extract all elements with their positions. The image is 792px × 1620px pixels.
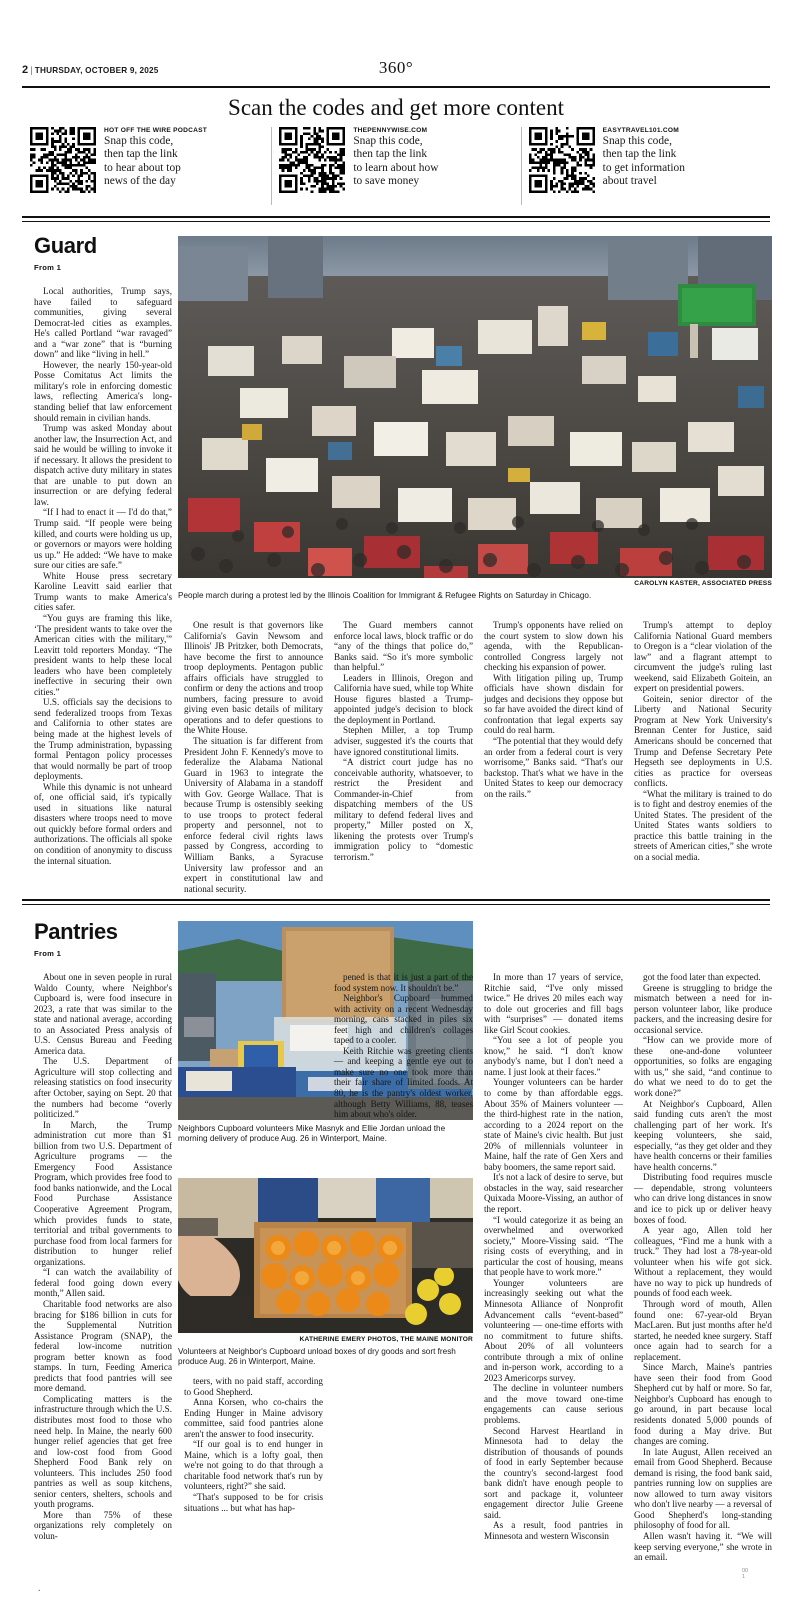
page-footer-mark [742,1568,748,1580]
article-paragraph: Keith Ritchie was greeting clients — and keeping a gentle eye out to make sure no one took more than their fair share of limited foods. At 80, he is the pantry's oldest worker, although Betty Williams, 88, teases him about who's older. [334,1045,473,1120]
qr-promo-card[interactable] [22,127,271,209]
guard-jumpline: From 1 [34,263,62,272]
article-paragraph: Greene is struggling to bridge the mismatch between a need for in-person volunteer labor, like produce packers, and the increasing desire for occasional service. [634,982,772,1035]
qr-code-icon[interactable] [279,127,345,209]
qr-promo-line: to learn about how [353,161,439,174]
qr-promo-line: to hear about top [104,161,181,174]
article-paragraph: Local authorities, Trump says, have failed to safeguard communities, giving several Democrat-led cities as examples. He's called Portland “war ravaged” and a “war zone” that is “burning down” and like “living in hell.” [34,286,172,360]
folio-separator: | [30,65,33,76]
qr-promo-line: about travel [602,175,657,188]
guard-photo-credit-pub: ASSOCIATED PRESS [701,580,772,587]
guard-article-header [34,234,164,272]
guard-section-rule [22,899,770,905]
masthead [22,58,770,84]
pantries-photo-2-credit: KATHERINE EMERY PHOTOS, THE MAINE MONITOR [299,1336,473,1343]
article-paragraph: One result is that governors like California's Gavin Newsom and Illinois' JB Pritzker, both Democrats, have become the first to announce troop deployments. Pentagon public affairs officials have struggled to confirm or deny the actions and troop numbers, facing pressure to avoid giving even basic details of military operations and to defer questions to the White House. [184,620,323,736]
article-paragraph: The Guard members cannot enforce local laws, block traffic or do “any of the things that police do,” Banks said. “So it's more symbolic than helpful.” [334,620,473,673]
qr-promo-line: then tap the link [104,148,178,161]
article-paragraph: More than 75% of these organizations rely completely on volun- [34,1509,172,1541]
qr-code-icon[interactable] [30,127,96,209]
article-paragraph: About one in seven people in rural Waldo County, where Neighbor's Cupboard is, were food insecure in 2023, a rate that was similar to the state and national average, according to an Associated Press analysis of U.S. Census Bureau and Feeding America data. [34,972,172,1056]
qr-promo-line: Snap this code, [602,135,672,147]
pantries-photo-2-credit-author: KATHERINE EMERY PHOTOS [299,1336,397,1343]
article-paragraph: “The potential that they would defy an order from a federal court is very worrisome,” Banks said. “That's our backstop. That's what we have in the United States to keep our democracy on the rails.” [484,736,623,799]
article-paragraph: Allen wasn't having it. “We will keep serving everyone,” she wrote in an email. [634,1530,772,1563]
guard-headline: Guard [34,233,97,258]
pantries-photo-1-caption: Neighbors Cupboard volunteers Mike Masnyk and Ellie Jordan unload the morning delivery of produce Aug. 26 in Winterport, Maine. [178,1124,446,1144]
article-paragraph: Stephen Miller, a top Trump adviser, suggested it's the courts that have ignored constitutional limits. [334,725,473,757]
pantries-column-4 [634,972,772,1563]
article-paragraph: In March, the Trump administration cut more than $1 billion from two U.S. Department of Agriculture programs — the Emergency Food Assistance Program, which provides free food to food banks nationwide, and the Local Food Purchase Assistance Cooperative Agreement Program, which provides funds to state, territorial and tribal governments to purchase food from local farmers for distribution to hunger relief organizations. [34,1119,172,1267]
article-paragraph: pened is that it is just a part of the food system now. It shouldn't be.” [334,972,473,993]
article-paragraph: “How can we provide more of these one-and-done volunteer opportunities, so folks are engaging with us,” she said, “and continue to do what we need to do to get the work done?” [634,1035,772,1099]
article-paragraph: Younger volunteers are increasingly seeking out what the Minnesota Alliance of Nonprofit Advancement calls “event-based” volunteering — one-time efforts with no commitment to future shifts. About 20% of all volunteers contribute through a mix of online and in-person work, according to a 2023 Americorps survey. [484,1277,623,1383]
article-paragraph: Neighbor's Cupboard hummed with activity on a recent Wednesday morning, cans stacked in piles six feet high and children's collages taped to a cooler. [334,993,473,1046]
article-paragraph: Trump's opponents have relied on the court system to slow down his agenda, with the Republican-controlled Congress largely not checking his expansion of power. [484,620,623,673]
article-paragraph: “A district court judge has no conceivable authority, whatsoever, to restrict the President and Commander-in-Chief from dispatching members of the US military to defend federal lives and property,” Miller posted on X, likening the protests over Trump's immigration policy to “domestic terrorism.” [334,757,473,863]
qr-promo-line: news of the day [104,175,176,188]
pantries-headline: Pantries [34,919,118,944]
article-paragraph: “You guys are framing this like, ‘The president wants to take over the American cities with the military,'” Leavitt told reporters Monday. “The president wants to help these local leaders who have been completely ineffective in securing their own cities.” [34,612,172,697]
article-paragraph: In late August, Allen received an email from Good Shepherd. Because demand is rising, the food bank said, pantries running low on supplies are now allowed to turn away visitors who don't live nearby — a reversal of Good Shepherd's long-standing philosophy of food for all. [634,1446,772,1531]
guard-photo-credit: CAROLYN KASTER, ASSOCIATED PRESS [634,580,772,587]
qr-promo-card[interactable] [271,127,520,209]
qr-promo-kicker: THEPENNYWISE.COM [353,127,428,134]
article-paragraph: “If our goal is to end hunger in Maine, which is a lofty goal, then we're not going to do that through a charitable food network that's run by volunteers, right?” she said. [184,1439,323,1492]
article-paragraph: Since March, Maine's pantries have seen their food from Good Shepherd cut by half or more. So far, Neighbor's Cupboard has enough to go around, in part because local residents donated 5,000 pounds of food during a May drive. But changes are coming. [634,1362,772,1447]
footer-line-1: 00 [742,1568,749,1574]
pantries-article-header [34,920,174,958]
guard-column-5 [634,620,772,863]
article-paragraph: “I can watch the availability of federal food going down every month,” Allen said. [34,1267,172,1299]
registration-dot: . [38,1583,41,1594]
qr-promo-line: then tap the link [353,148,428,161]
article-paragraph: U.S. officials say the decisions to send federalized troops from Texas and California to other states are being made at the highest levels of the Trump administration, bypassing formal Pentagon policy processes that would normally be part of troop deployments. [34,697,172,782]
guard-column-4 [484,620,623,799]
guard-column-1 [34,286,172,866]
qr-promo-kicker: HOT OFF THE WIRE PODCAST [104,127,208,134]
pantries-column-3 [334,972,473,1120]
footer-line-2: 1 [742,1574,746,1580]
qr-code-icon[interactable] [529,127,595,209]
qr-promo-text [104,127,263,209]
article-paragraph: The situation is far different from President John F. Kennedy's move to federalize the Alabama National Guard in 1963 to integrate the University of Alabama in a standoff with Gov. George Wallace. That is because Trump is ostensibly seeking to use troops to protect federal property and personnel, not to enforce federal civil rights laws passed by Congress, according to William Banks, a Syracuse University law professor and an expert in constitutional law and national security. [184,736,323,894]
article-paragraph: At Neighbor's Cupboard, Allen said funding cuts aren't the most challenging part of her work. It's keeping volunteers, she said, especially, “as they get older and they have health concerns or their families have health concerns.” [634,1098,773,1172]
article-paragraph: Anna Korsen, who co-chairs the Ending Hunger in Maine advisory committee, said food pantries alone aren't the answer to food insecurity. [184,1397,323,1439]
article-paragraph: Through word of mouth, Allen found one: 67-year-old Bryan MacLaren. But just months after he'd started, he needed knee surgery. Staff once again had to search for a replacement. [634,1298,772,1362]
qr-promo-kicker: EASYTRAVEL101.COM [602,127,679,134]
article-paragraph: Distributing food requires muscle — dependable, strong volunteers who can drive long distances in snow and ice to pick up or deliver heavy boxes of food. [634,1172,772,1225]
qr-promo-line: to get information [602,161,685,174]
qr-promo-line: to save money [353,175,420,188]
pantries-column-1 [34,972,172,1542]
guard-column-3 [334,620,473,863]
article-paragraph: The U.S. Department of Agriculture will stop collecting and releasing statistics on food insecurity after October, saying on Sept. 20 that the numbers had become “overly politicized.” [34,1056,172,1120]
pantries-photo-2 [178,1178,473,1333]
article-paragraph: “That's supposed to be for crisis situations ... but what has hap- [184,1492,323,1513]
article-paragraph: In more than 17 years of service, Ritchie said, “I've only missed twice.” He drives 20 miles each way to dole out groceries and fill bags with “surprises” — donated items like Girl Scout cookies. [484,972,623,1035]
article-paragraph: Younger volunteers can be harder to come by than affordable eggs. About 35% of Mainers volunteer — the third-highest rate in the nation, according to a 2024 report on the state of Maine's civic health. But just 20% of millennials volunteer in Maine, half the rate of Gen Xers and baby boomers, the same report said. [484,1077,623,1172]
pantries-photo-2-caption: Volunteers at Neighbor's Cupboard unload boxes of dry goods and sort fresh produce Aug. 26 in Winterport, Maine. [178,1347,456,1367]
article-paragraph: teers, with no paid staff, according to Good Shepherd. [184,1376,323,1397]
article-paragraph: However, the nearly 150-year-old Posse Comitatus Act limits the military's role in enforcing domestic laws, reflecting America's long-standing belief that law enforcement should remain in civilian hands. [34,359,172,423]
qr-promo-card[interactable] [521,127,770,209]
article-paragraph: Trump was asked Monday about another law, the Insurrection Act, and said he would be willing to invoke it if necessary. It allows the president to dispatch active duty military in states that are unable to put down an insurrection or are defying federal law. [34,423,172,507]
guard-column-2 [184,620,323,894]
article-paragraph: Complicating matters is the infrastructure through which the U.S. distributes most food to those who need help. In Maine, the nearly 600 hunger relief agencies that get free and low-cost food from Good Shepherd Food Bank rely on volunteers. This includes 250 food pantries as well as soup kitchens, senior centers, shelters, schools and youth programs. [34,1393,172,1510]
article-paragraph: White House press secretary Karoline Leavitt said earlier that Trump wants to make America's cities safer. [34,570,172,613]
qr-promo-line: then tap the link [602,148,677,161]
pantries-photo-2-credit-pub: THE MAINE MONITOR [400,1336,473,1343]
article-paragraph: Leaders in Illinois, Oregon and California have sued, while top White House figures blasted a Trump-appointed judge's decision to block the deployment in Portland. [334,672,473,725]
article-paragraph: Goitein, senior director of the Liberty and National Security Program at New York University's Brennan Center for Justice, said Americans should be concerned that Trump and Defense Secretary Pete Hegseth see deployments in U.S. cities as practice for overseas conflicts. [634,693,772,789]
qr-promo-text [603,127,762,209]
brand-360: 360° [378,58,414,77]
article-paragraph: “What the military is trained to do is to fight and destroy enemies of the United States. The president of the United States wants soldiers to practice this battle training in the streets of American cities,” she wrote on a social media. [634,788,772,863]
article-paragraph: Trump's attempt to deploy California National Guard members to Oregon is a “clear violation of the law” and a flagrant attempt to circumvent the judge's ruling last weekend, said Elizabeth Goitein, an expert on presidential powers. [634,620,772,694]
pantries-column-3-continued [484,972,623,1542]
folio-date: THURSDAY, OCTOBER 9, 2025 [34,66,159,75]
guard-photo-credit-author: CAROLYN KASTER [634,580,699,587]
article-paragraph: Charitable food networks are also bracing for $186 billion in cuts for the Supplemental Nutrition Assistance Program (SNAP), the federal low-income nutrition program better known as food stamps. In turn, Feeding America predicts that food pantries will see more demand. [34,1298,172,1394]
qr-promo-text [353,127,512,209]
article-paragraph: With litigation piling up, Trump officials have shown disdain for judges and decisions they oppose but so far have avoided the direct kind of confrontation that legal experts say could do real harm. [484,672,623,736]
article-paragraph: A year ago, Allen told her colleagues, “Find me a hunk with a truck.” They had lost a 78-year-old volunteer when his wife got sick. Without a replacement, they would have no way to pick up hundreds of pounds of food each week. [634,1225,772,1299]
qr-promo-line: Snap this code, [353,135,423,147]
page-number: 2 [22,64,29,76]
article-paragraph: got the food later than expected. [643,972,761,982]
article-paragraph: It's not a lack of desire to serve, but obstacles in the way, said researcher Quixada Moore-Vissing, an author of the report. [484,1172,623,1215]
article-paragraph: “You see a lot of people you know,” he said. “I don't know anybody's name, but I don't need a name. I just look at their faces.” [484,1035,623,1077]
guard-photo-caption: People march during a protest led by the Illinois Coalition for Immigrant & Refugee Rights on Saturday in Chicago. [178,591,592,600]
article-paragraph: While this dynamic is not unheard of, one official said, it's typically used in situations like natural disasters where troops need to move out quickly before formal orders and authorizations. The officials all spoke on condition of anonymity to discuss the internal situation. [34,781,172,866]
qr-promo-strip [22,127,770,209]
article-paragraph: “If I had to enact it — I'd do that,” Trump said. “If people were being killed, and courts were holding us up, or governors or mayors were holding us up.” He added: “We have to make sure our cities are safe.” [34,507,172,571]
promo-title: Scan the codes and get more content [228,95,564,120]
promo-rule [22,216,770,222]
article-paragraph: As a result, food pantries in Minnesota and western Wisconsin [484,1520,623,1541]
guard-photo [178,236,772,578]
pantries-jumpline: From 1 [34,949,62,958]
pantries-column-2 [184,1376,323,1513]
article-paragraph: The decline in volunteer numbers and the move toward one-time engagements can cause serious problems. [484,1383,623,1425]
masthead-rule [22,86,770,88]
qr-promo-line: Snap this code, [104,135,174,147]
article-paragraph: Second Harvest Heartland in Minnesota had to delay the distribution of thousands of pounds of food in early September because the country's second-largest food bank didn't have enough people to sort and package it, volunteer engagement director Julie Greene said. [484,1425,623,1520]
article-paragraph: “I would categorize it as being an overwhelmed and overworked society,” Moore-Vissing said. “The rising costs of everything, and in particular the cost of housing, means that people have to work more.” [484,1214,623,1278]
